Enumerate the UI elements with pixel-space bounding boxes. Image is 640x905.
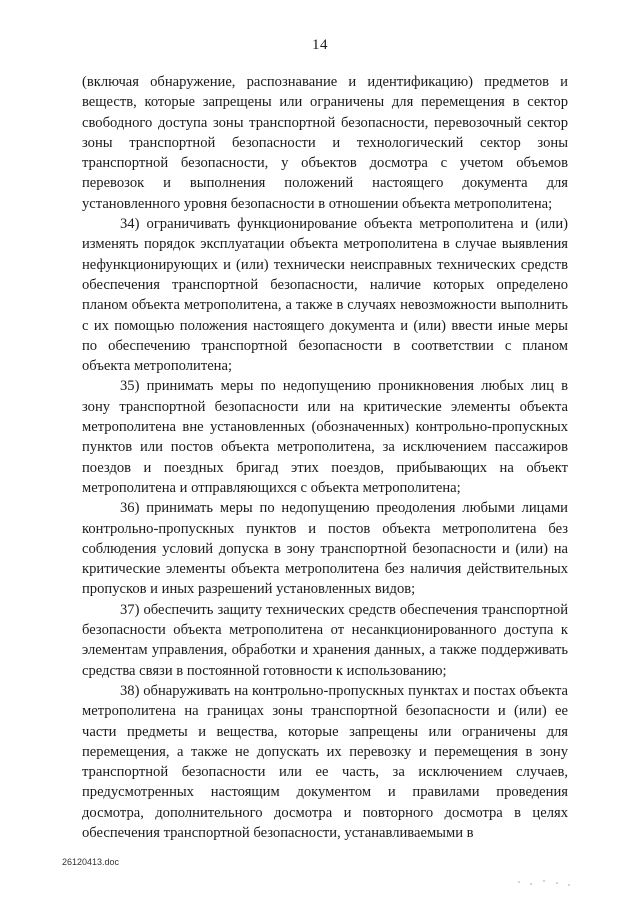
- paragraph-item-36: 36) принимать меры по недопущению преодоления любыми лицами контрольно-пропускных пунктов и постов объекта метрополитена без соблюдения условий допуска в зону транспортной безопасности и (или) на критические элементы объекта метрополитена без наличия действительных пропусков и иных разрешений установленных видов;: [82, 500, 568, 598]
- paragraph-item-37: 37) обеспечить защиту технических средств обеспечения транспортной безопасности объекта метрополитена от несанкционированного доступа к элементам управления, обработки и хранения данных, а также поддерживать средства связи в постоянной готовности к использованию;: [82, 601, 568, 679]
- paragraph-continuation: (включая обнаружение, распознавание и идентификацию) предметов и веществ, которые запрещены или ограничены для перемещения в сектор свободного доступа зоны транспортной безопасности, перевозочный сектор зоны транспортной безопасности и технологический сектор зоны транспортной безопасности, у объектов досмотра с учетом объемов перевозок и выполнения положений настоящего документа для установленного уровня безопасности в отношении объекта метрополитена;: [82, 74, 568, 212]
- scan-artifact: [516, 880, 576, 886]
- paragraph-item-35: 35) принимать меры по недопущению проникновения любых лиц в зону транспортной безопасности или на критические элементы объекта метрополитена вне установленных (обозначенных) контрольно-пропускных пунктов или постов объекта метрополитена, за исключением пассажиров поездов и поездных бригад этих поездов, прибывающих на объект метрополитена и отправляющихся с объекта метрополитена;: [82, 378, 568, 496]
- paragraph-item-38: 38) обнаруживать на контрольно-пропускных пунктах и постах объекта метрополитена на границах зоны транспортной безопасности и (или) ее части предметы и вещества, которые запрещены или ограничены для перемещения, а также не допускать их перевозку и перемещения в зону транспортной безопасности или ее часть, за исключением случаев, предусмотренных настоящим документом и правилами проведения досмотра, дополнительного досмотра и повторного досмотра в целях обеспечения транспортной безопасности, устанавливаемыми в: [82, 682, 568, 841]
- paragraph-item-34: 34) ограничивать функционирование объекта метрополитена и (или) изменять порядок эксплуатации объекта метрополитена в случае выявления нефункционирующих и (или) технически неисправных технических средств обеспечения транспортной безопасности, наличие которых определено планом объекта метрополитена, а также в случаях невозможности выполнить с их помощью положения настоящего документа и (или) ввести иные меры по обеспечению транспортной безопасности в соответствии с планом объекта метрополитена;: [82, 216, 568, 375]
- footer-doc-code: 26120413.doc: [62, 857, 120, 867]
- document-body: [82, 72, 568, 843]
- page-number: 14: [312, 37, 328, 53]
